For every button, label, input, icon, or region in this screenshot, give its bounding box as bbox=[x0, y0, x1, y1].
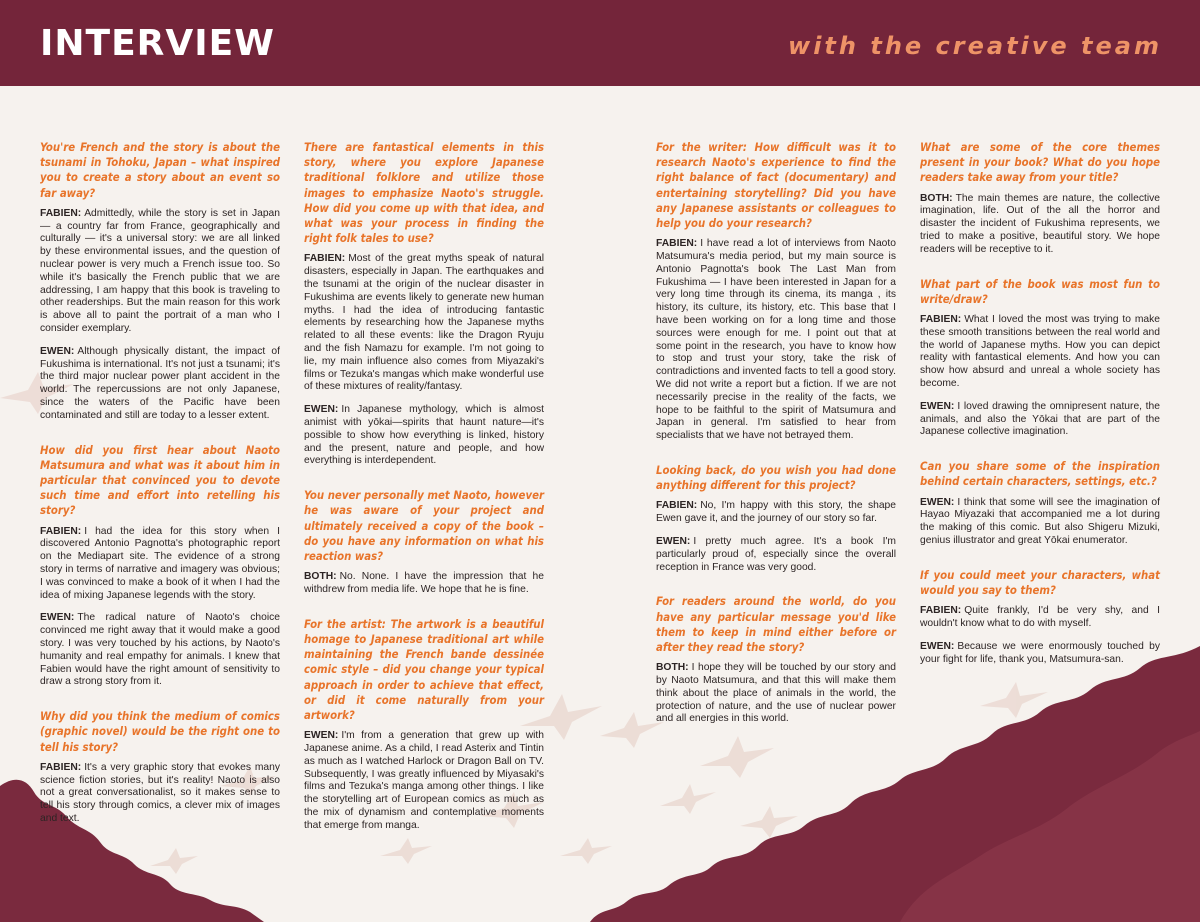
interview-question: What part of the book was most fun to write/draw? bbox=[920, 277, 1160, 306]
answer-text: Because we were enormously touched by your fight for life, thank you, Matsumura-san. bbox=[920, 640, 1160, 665]
answer-text: It's a very graphic story that evokes many science fiction stories, but it's reality! Naoto is also not a great conversationalist, so it makes sense to tell his story through comics, a clever mix of images and text. bbox=[40, 761, 280, 824]
answer-text: I'm from a generation that grew up with Japanese anime. As a child, I read Asterix and Tintin as much as I watched Harlock or Dragon Ball on TV. Subsequently, I was greatly influenced by Miyasaki's films and Tezuka's manga among other things. I like the storytelling art of European comics as much as the mix of dynamism and contemplative moments that emerge from manga. bbox=[304, 730, 544, 831]
speaker-name: FABIEN: bbox=[40, 207, 82, 219]
speaker-name: FABIEN: bbox=[40, 761, 82, 773]
answer-text: The main themes are nature, the collective imagination, life. Out of the all the horror and disaster the incident of Fukushima represents, we tried to make a positive, beautiful story. We hope readers will be receptive to it. bbox=[920, 192, 1160, 255]
interview-question: Can you share some of the inspiration behind certain characters, settings, etc.? bbox=[920, 460, 1160, 489]
speaker-name: EWEN: bbox=[920, 640, 955, 652]
answer-text: I pretty much agree. It's a book I'm particularly proud of, especially since the overall reception in France was very good. bbox=[656, 535, 896, 573]
column-2 bbox=[304, 140, 544, 843]
interview-question: You're French and the story is about the tsunami in Tohoku, Japan – what inspired you to create a story about an event so far away? bbox=[40, 141, 280, 200]
answer-text: No, I'm happy with this story, the shape Ewen gave it, and the journey of our story so far. bbox=[656, 500, 896, 525]
speaker-name: EWEN: bbox=[40, 345, 75, 357]
page-title: INTERVIEW bbox=[40, 23, 275, 64]
interview-answer bbox=[920, 314, 1160, 391]
interview-answer bbox=[40, 346, 280, 423]
interview-answer bbox=[920, 193, 1160, 257]
answer-text: I think that some will see the imagination of Hayao Miyazaki that accompanied me a lot during the making of this comic. But also Shigeru Mizuki, genius illustrator and great Yōkai enumerator. bbox=[920, 496, 1160, 546]
speaker-name: EWEN: bbox=[656, 535, 691, 547]
answer-text: Quite frankly, I'd be very shy, and I wouldn't know what to do with myself. bbox=[920, 605, 1160, 629]
section-gap bbox=[656, 584, 896, 594]
interview-answer bbox=[920, 497, 1160, 548]
speaker-name: FABIEN: bbox=[40, 525, 82, 537]
interview-question: If you could meet your characters, what would you say to them? bbox=[920, 568, 1160, 597]
interview-answer bbox=[304, 253, 544, 394]
section-gap bbox=[920, 449, 1160, 459]
interview-answer bbox=[40, 612, 280, 689]
interview-answer bbox=[40, 762, 280, 826]
interview-answer bbox=[920, 401, 1160, 439]
page-subtitle: with the creative team bbox=[788, 32, 1162, 60]
interview-answer bbox=[656, 500, 896, 526]
interview-answer bbox=[304, 730, 544, 832]
section-gap bbox=[920, 558, 1160, 568]
column-3 bbox=[656, 140, 896, 736]
section-gap bbox=[920, 267, 1160, 277]
interview-answer bbox=[656, 662, 896, 726]
speaker-name: EWEN: bbox=[304, 730, 339, 742]
answer-text: I have read a lot of interviews from Naoto Matsumura's media period, but my main source is Antonio Pagnotta's book The Last Man from Fukushima — I have been interested in Japan for a very long time through its cinema, its manga , its history, its culture, its history, etc. This base that I have been working on for a long time and those sources were enough for me. I point out that at some point in the research, you have to know how to stop and trust your story, take the risk of contradictions and invented facts to tell a good story. We did not write a report but a fiction. If we are not necessarily precise in the reality of the facts, we hope to be faithful to the spirit of Matsumura and Japan in general. I'm satisfied to hear from specialists that we have not betrayed them. bbox=[656, 238, 896, 442]
section-gap bbox=[656, 453, 896, 463]
speaker-name: BOTH: bbox=[920, 192, 953, 204]
interview-answer bbox=[304, 404, 544, 468]
interview-answer bbox=[656, 238, 896, 443]
answer-text: I had the idea for this story when I discovered Antonio Pagnotta's photographic report on the Mediapart site. The evidence of a strong story in terms of narrative and imagery was obvious; I was convinced to make a book of it when I had the idea of mixing Japanese legends with the story. bbox=[40, 525, 280, 601]
answer-text: No. None. I have the impression that he withdrew from media life. We hope that he is fine. bbox=[304, 571, 544, 595]
interview-answer bbox=[304, 571, 544, 597]
answer-text: Most of the great myths speak of natural disasters, especially in Japan. The earthquakes and the tsunami at the origin of the nuclear disaster in Fukushima are events likely to generate new human myths. I had the idea of introducing fantastic elements by researching how the Japanese myths related to all these events: like the Dragon Ryuju and the fish Namazu for example. I'm not going to lie, my main influence also comes from Miyazaki's films or Tezuka's mangas which make wonderful use of these mixtures of reality/fantasy. bbox=[304, 253, 544, 393]
speaker-name: FABIEN: bbox=[656, 238, 698, 250]
section-gap bbox=[40, 699, 280, 709]
answer-text: I loved drawing the omnipresent nature, the animals, and also the Yōkai that are part of the Japanese collective imagination. bbox=[920, 400, 1160, 438]
answer-text: Admittedly, while the story is set in Japan — a country far from France, geographically and culturally — it's a universal story: we are all linked by these environmental issues, and the question of nuclear power is very much a French issue too. So while it's basically the French public that we are addressing, I am happy that this book is traveling to other readerships. But the main reason for this work is above all to paint the portrait of a man who I consider exemplary. bbox=[40, 207, 280, 334]
interview-question: What are some of the core themes present in your book? What do you hope readers take away from your title? bbox=[920, 141, 1160, 185]
answer-text: The radical nature of Naoto's choice convinced me right away that it would make a good story. I was very touched by his actions, by Naoto's humanity and real empathy for animals. I knew that Fabien would have the right amount of sensitivity to draw a strong story from it. bbox=[40, 612, 280, 688]
answer-text: What I loved the most was trying to make these smooth transitions between the real world and the world of Japanese myths. How you can depict reality with fantastical elements. And how you can show how absurd and unreal a whole society has become. bbox=[920, 314, 1160, 389]
interview-answer bbox=[656, 536, 896, 574]
section-gap bbox=[304, 478, 544, 488]
speaker-name: BOTH: bbox=[304, 571, 337, 583]
answer-text: Although physically distant, the impact of Fukushima is international. It's not just a tsunami; it's the third major nuclear power plant accident in the world. The repercussions are not only Japanese, since the waters of the Pacific have been contaminated and still are today to a lesser extent. bbox=[40, 345, 280, 421]
speaker-name: FABIEN: bbox=[920, 605, 962, 617]
speaker-name: EWEN: bbox=[920, 400, 955, 412]
interview-question: You never personally met Naoto, however he was aware of your project and ultimately received a copy of the book – do you have any information on what his reaction was? bbox=[304, 489, 544, 563]
interview-answer bbox=[920, 605, 1160, 631]
column-1 bbox=[40, 140, 280, 836]
speaker-name: EWEN: bbox=[40, 612, 75, 624]
section-gap bbox=[40, 433, 280, 443]
column-4 bbox=[920, 140, 1160, 676]
section-gap bbox=[304, 607, 544, 617]
speaker-name: FABIEN: bbox=[304, 253, 346, 265]
speaker-name: FABIEN: bbox=[920, 314, 962, 325]
interview-question: There are fantastical elements in this story, where you explore Japanese traditional folklore and utilize those images to emphasize Naoto's struggle. How did you come up with that idea, and what was your process in finding the right folk tales to use? bbox=[304, 141, 544, 246]
interview-question: Looking back, do you wish you had done anything different for this project? bbox=[656, 463, 896, 493]
interview-answer bbox=[40, 526, 280, 603]
interview-question: How did you first hear about Naoto Matsumura and what was it about him in particular that convinced you to devote such time and effort into retelling his story? bbox=[40, 443, 280, 518]
speaker-name: BOTH: bbox=[656, 662, 689, 674]
interview-question: Why did you think the medium of comics (graphic novel) would be the right one to tell his story? bbox=[40, 710, 280, 754]
header-banner bbox=[0, 0, 1200, 86]
interview-question: For readers around the world, do you have any particular message you'd like them to keep in mind either before or after they read the story? bbox=[656, 595, 896, 654]
speaker-name: EWEN: bbox=[920, 496, 955, 508]
interview-answer bbox=[40, 208, 280, 336]
interview-question: For the writer: How difficult was it to research Naoto's experience to find the right balance of fact (documentary) and entertaining storytelling? Did you have any Japanese assistants or colleagues to help you do your research? bbox=[656, 141, 896, 231]
interview-answer bbox=[920, 641, 1160, 667]
interview-question: For the artist: The artwork is a beautiful homage to Japanese traditional art while maintaining the French bande dessinée comic style – did you change your typical approach in order to achieve that effect, or did it come naturally from your artwork? bbox=[304, 617, 544, 722]
speaker-name: FABIEN: bbox=[656, 500, 698, 512]
answer-text: In Japanese mythology, which is almost animist with yōkai—spirits that haunt nature—it's possible to show how everything is linked, history and the present, nature and people, and how everything is interdependent. bbox=[304, 404, 544, 467]
answer-text: I hope they will be touched by our story and by Naoto Matsumura, and that this will make them think about the place of animals in the world, the protection of nature, and the use of nuclear power and all energies in this world. bbox=[656, 662, 896, 725]
speaker-name: EWEN: bbox=[304, 404, 339, 416]
